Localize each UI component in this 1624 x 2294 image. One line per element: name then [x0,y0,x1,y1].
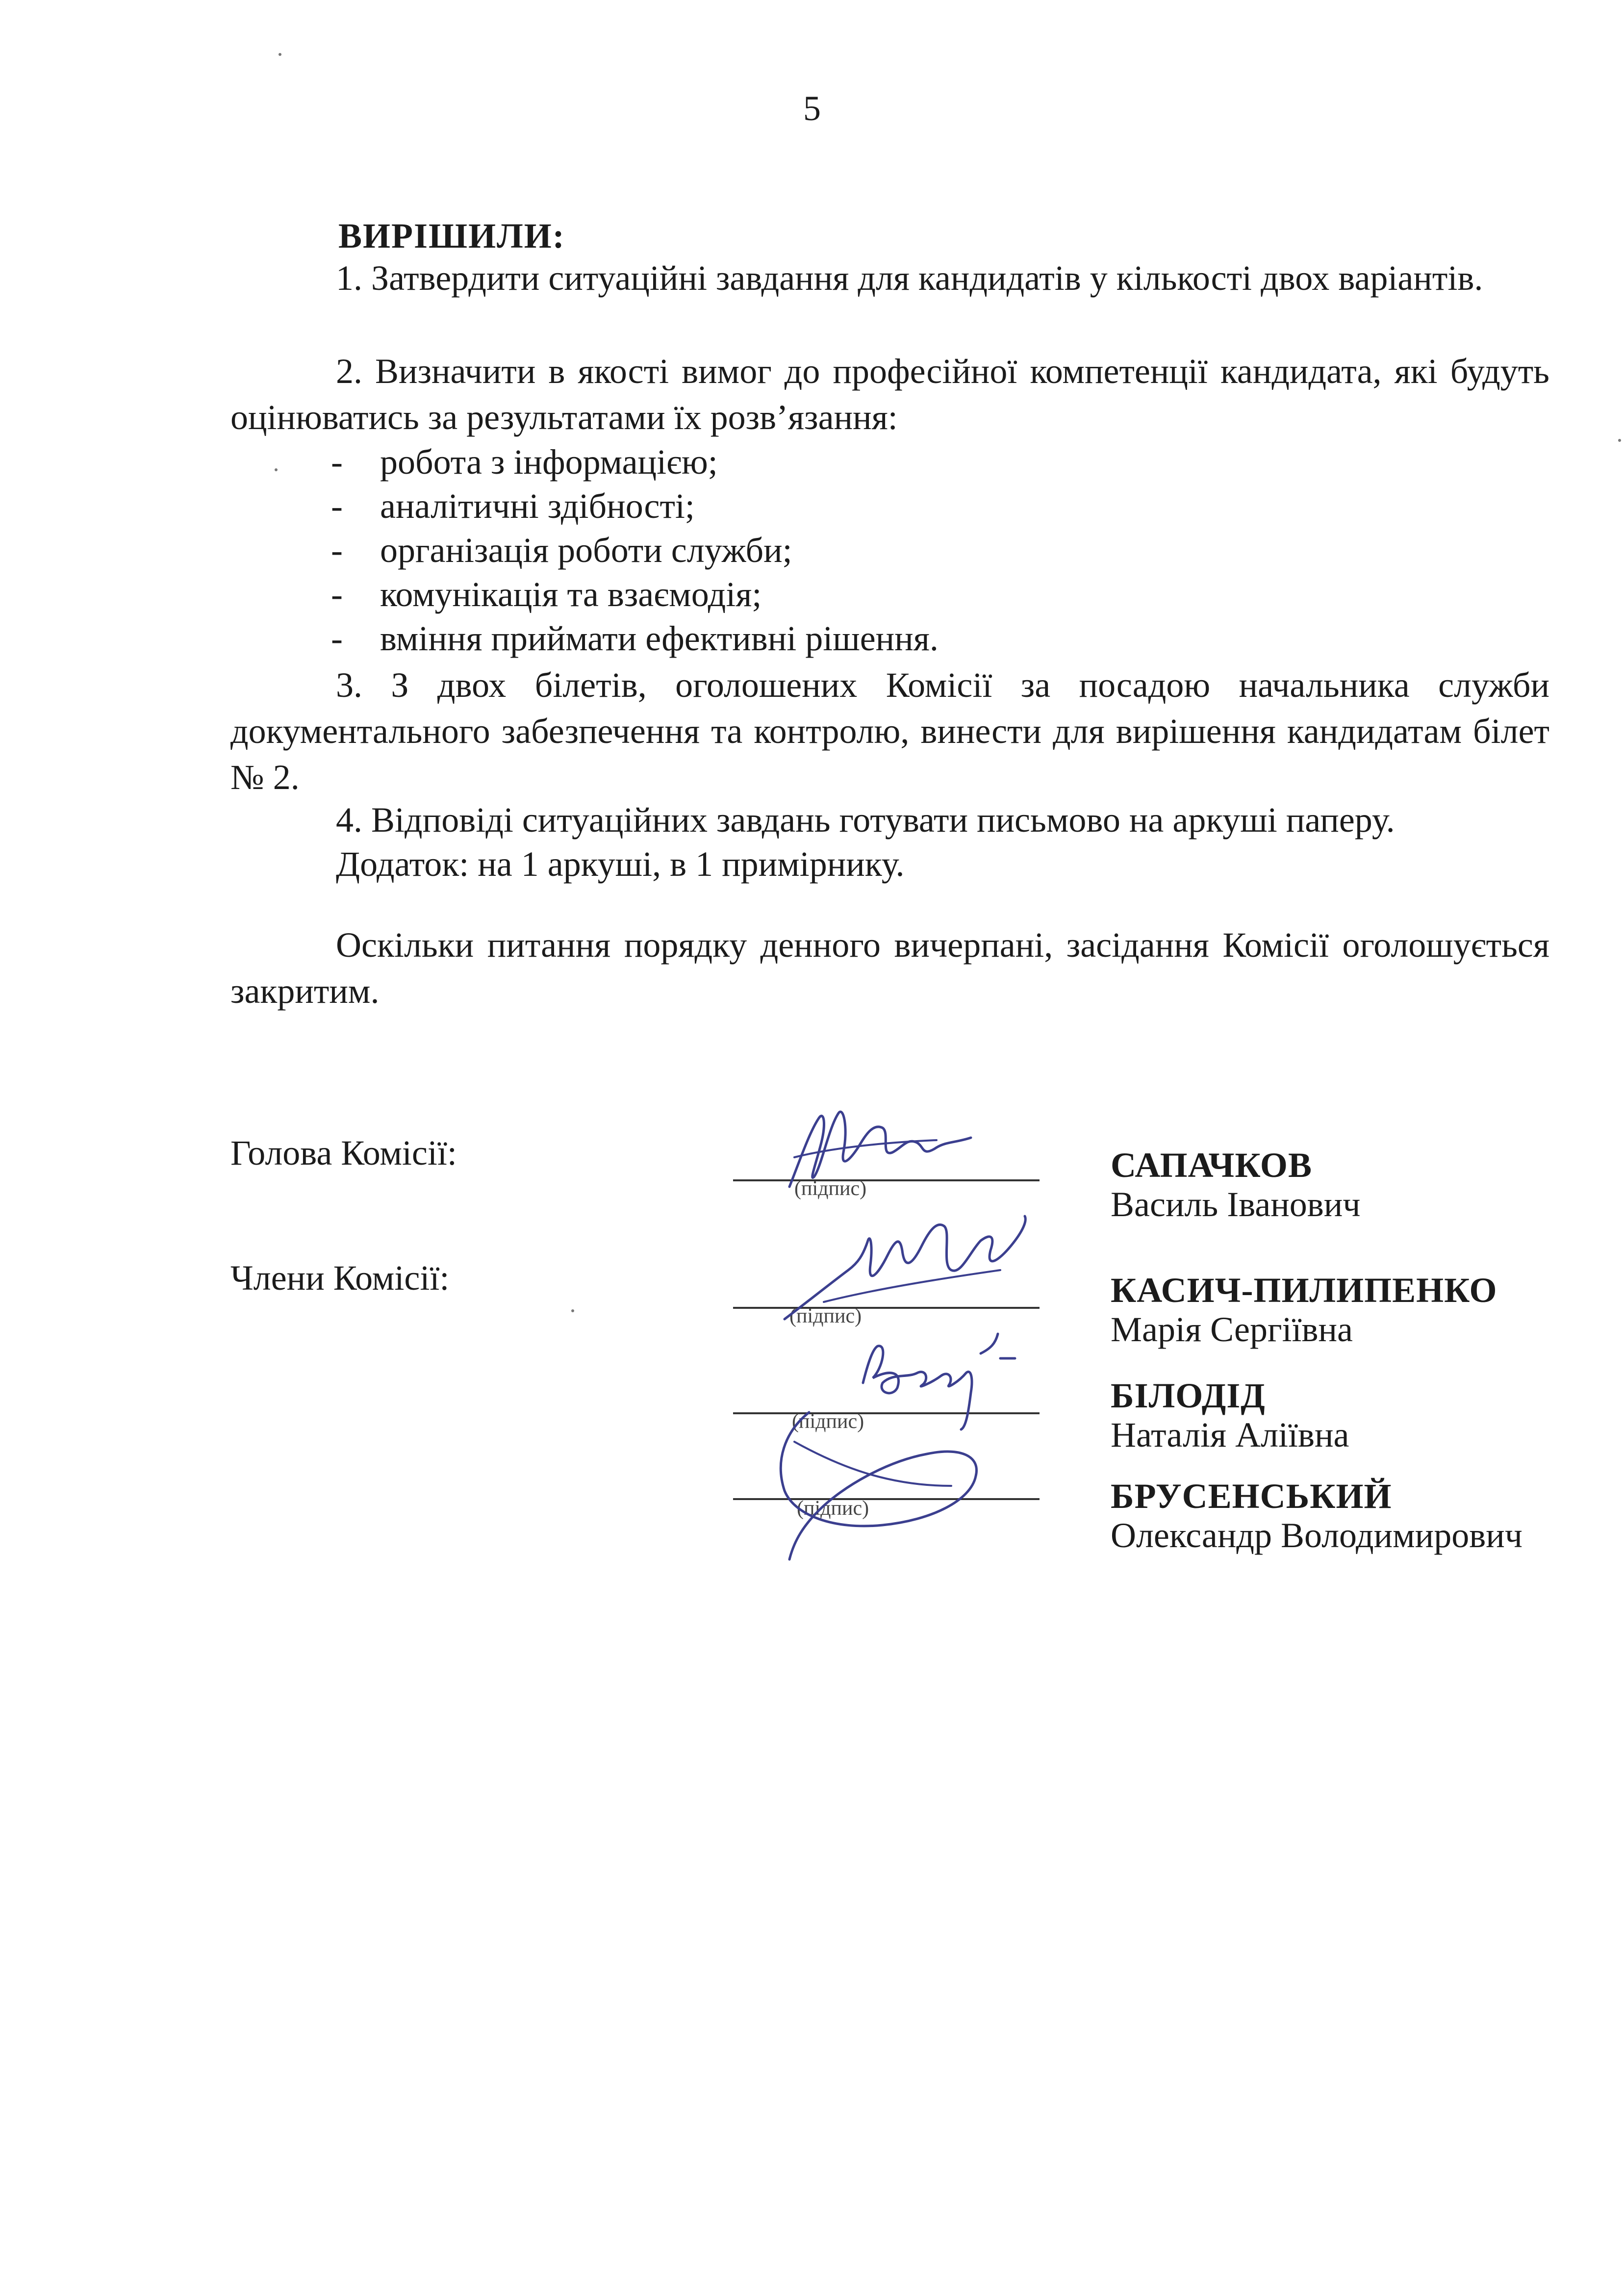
member-given-name: Наталія Аліївна [1111,1415,1349,1454]
scan-speck [279,53,281,56]
signature-sapachkov [775,1089,981,1197]
page-number: 5 [803,89,821,128]
decision-item-4: 4. Відповіді ситуаційних завдань готувати письмово на аркуші паперу. [336,800,1395,840]
decision-heading: ВИРІШИЛИ: [338,216,565,255]
attachment-note: Додаток: на 1 аркуші, в 1 примірнику. [336,844,905,884]
closing-statement: Оскільки питання порядку денного вичерпані, засідання Комісії оголошується закритим. [230,925,1549,1011]
signature-kasych-pylypenko [775,1206,1049,1334]
members-label: Члени Комісії: [230,1258,450,1298]
member-surname: КАСИЧ-ПИЛИПЕНКО [1111,1271,1497,1310]
scan-speck [275,468,278,471]
competence-list-item: - комунікація та взаємодія; [331,575,762,614]
signature-caption: (підпис) [794,1177,867,1200]
competence-list-item: - організація роботи служби; [331,531,792,570]
signature-caption: (підпис) [797,1497,869,1520]
scan-speck [571,1309,574,1312]
decision-item-2-intro: 2. Визначити в якості вимог до професійної компетенції кандидата, які будуть оцінюватись за результатами їх розв’язання: [230,352,1549,437]
competence-list-item: - робота з інформацією; [331,442,718,482]
member-given-name: Марія Сергіївна [1111,1310,1353,1349]
member-surname: БІЛОДІД [1111,1376,1266,1415]
decision-item-1: 1. Затвердити ситуаційні завдання для кандидатів у кількості двох варіантів. [336,258,1483,298]
signature-caption: (підпис) [792,1410,864,1433]
chair-given-name: Василь Іванович [1111,1185,1361,1224]
chair-surname: САПАЧКОВ [1111,1146,1312,1185]
competence-list-item: - аналітичні здібності; [331,486,695,526]
member-given-name: Олександр Володимирович [1111,1516,1522,1555]
chair-label: Голова Комісії: [230,1133,457,1172]
decision-item-3: 3. З двох білетів, оголошених Комісії за посадою начальника служби документального забезпечення та контролю, винести для вирішення кандидатам білет № 2. [230,665,1549,797]
signature-brusenskyi [765,1393,1020,1569]
member-surname: БРУСЕНСЬКИЙ [1111,1477,1392,1516]
signature-caption: (підпис) [789,1305,862,1327]
scan-speck [1618,439,1621,442]
competence-list-item: - вміння приймати ефективні рішення. [331,619,939,658]
